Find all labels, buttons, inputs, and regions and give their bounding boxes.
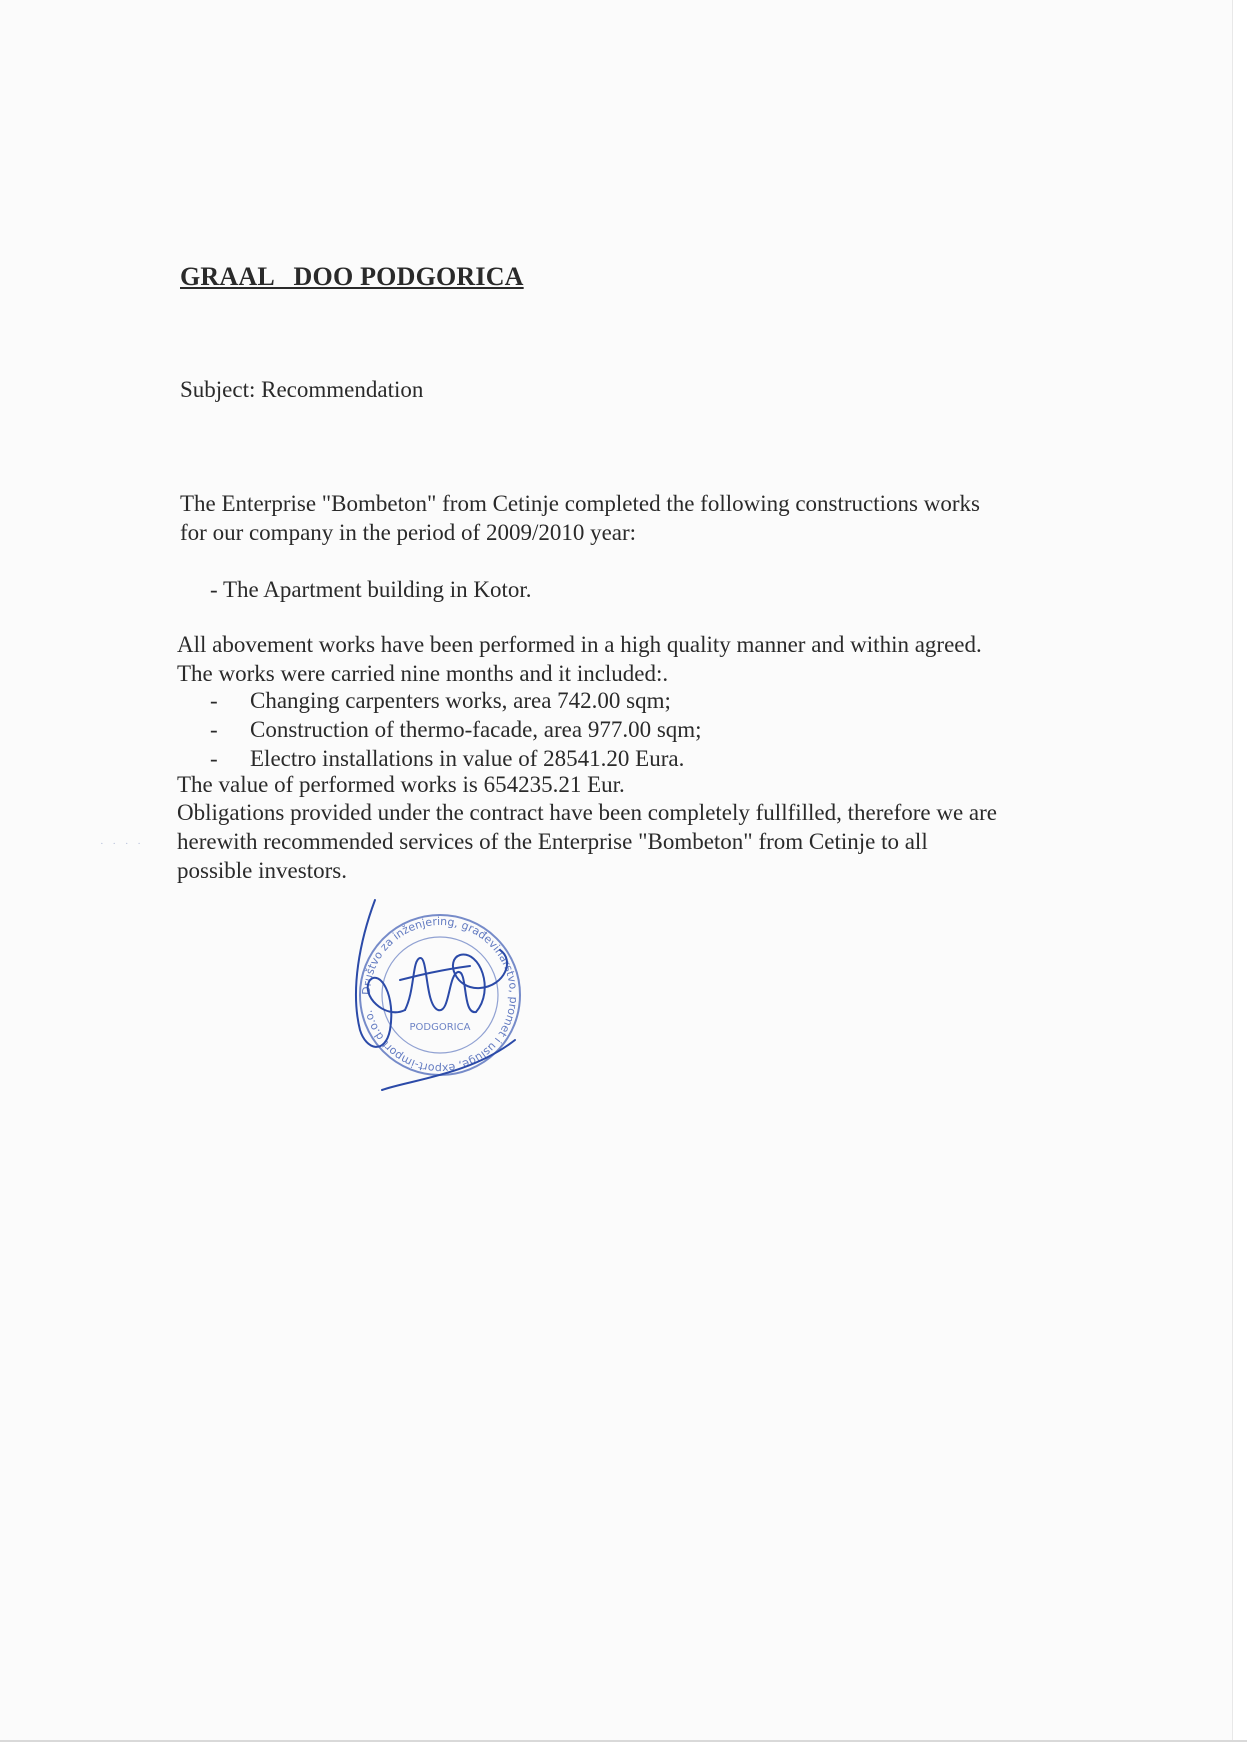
company-heading: GRAAL DOO PODGORICA (180, 262, 524, 291)
list-dash: - (210, 688, 218, 713)
scan-edge (0, 1740, 1247, 1764)
scan-artifact: · · · · (100, 838, 144, 850)
closing-line: Obligations provided under the contract have been completely fullfilled, therefore we are (177, 800, 998, 825)
svg-text:Društvo za inženjering, građev (360, 915, 520, 1075)
stamp-ring-text: Društvo za inženjering, građevinarstvo, promet i usluge, export-import d.o.o. (359, 914, 521, 1076)
intro-paragraph (180, 489, 980, 547)
project-item: - The Apartment building in Kotor. (210, 577, 532, 602)
intro-line: for our company in the period of 2009/2010 year: (180, 520, 637, 545)
list-dash: - (210, 717, 218, 742)
list-item (210, 715, 702, 744)
value-line: The value of performed works is 654235.21 Eur. (177, 772, 625, 797)
closing-line: possible investors. (177, 858, 347, 883)
list-item (210, 686, 702, 715)
subject-line: Subject: Recommendation (180, 377, 424, 402)
stamp-seal (360, 915, 520, 1075)
closing-line: herewith recommended services of the Enterprise "Bombeton" from Cetinje to all (177, 829, 928, 854)
list-item (210, 744, 702, 773)
work-item-text: Changing carpenters works, area 742.00 sqm; (250, 688, 671, 713)
quality-paragraph (177, 630, 982, 688)
list-dash: - (210, 746, 218, 771)
stamp-center-text: PODGORICA (409, 1022, 471, 1033)
scan-edge (1232, 0, 1247, 1764)
closing-paragraph (177, 798, 997, 885)
work-item-text: Electro installations in value of 28541.20 Eura. (250, 746, 685, 771)
signature (356, 900, 515, 1090)
quality-line: The works were carried nine months and it included:. (177, 661, 669, 686)
quality-line: All abovement works have been performed in a high quality manner and within agreed. (177, 632, 982, 657)
company-stamp-and-signature (330, 880, 550, 1110)
intro-line: The Enterprise "Bombeton" from Cetinje completed the following constructions works (180, 491, 980, 516)
work-item-text: Construction of thermo-facade, area 977.00 sqm; (250, 717, 702, 742)
works-list (210, 686, 702, 773)
